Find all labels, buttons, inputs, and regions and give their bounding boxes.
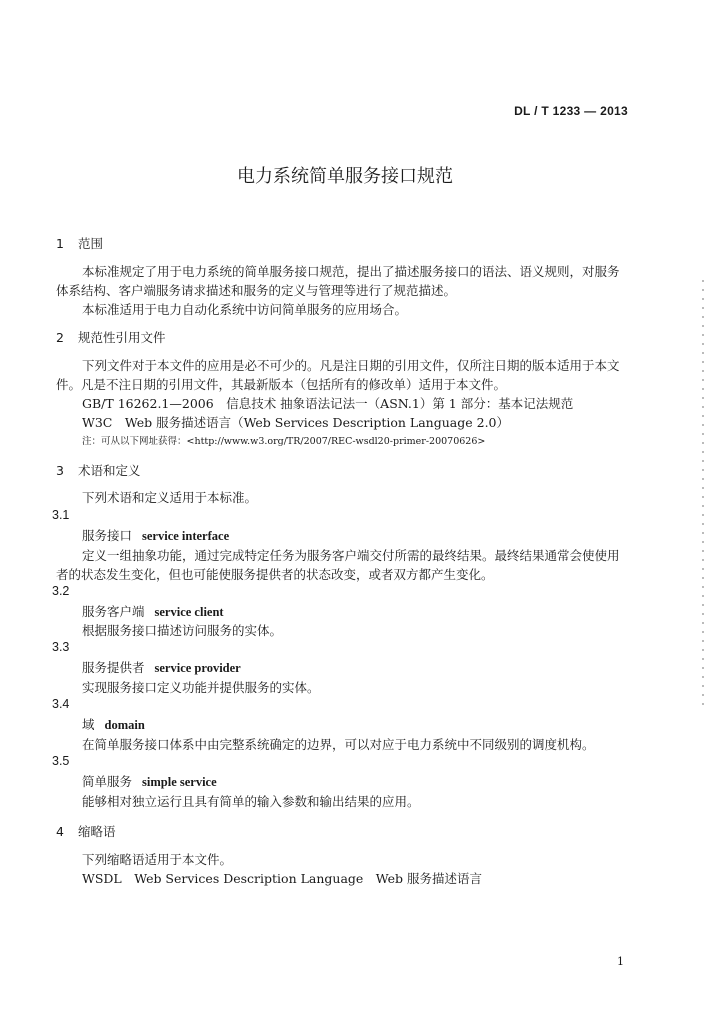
- reference-item: GB/T 16262.1—2006 信息技术 抽象语法记法一（ASN.1）第 1 部分：基本记法规范: [82, 396, 574, 411]
- section-heading-scope: [56, 234, 103, 252]
- paragraph-line: 下列缩略语适用于本文件。: [82, 852, 233, 867]
- section-heading-normative-references: [56, 328, 166, 346]
- term-number: 3.2: [52, 584, 70, 598]
- section-number: 3: [56, 463, 64, 478]
- reference-note: 注：可从以下网址获得：<http://www.w3.org/TR/2007/REC-wsdl20-primer-20070626>: [82, 436, 486, 447]
- term-en: simple service: [142, 775, 217, 789]
- section-heading-terms: [56, 461, 141, 479]
- term-zh: 域: [82, 717, 95, 732]
- term-entry: [82, 772, 217, 790]
- abbreviation-item: WSDL Web Services Description Language Web 服务描述语言: [82, 871, 483, 886]
- paragraph-line: 本标准规定了用于电力系统的简单服务接口规范，提出了描述服务接口的语法、语义规则，对服务: [82, 264, 620, 279]
- term-entry: [82, 602, 224, 620]
- term-number: 3.3: [52, 640, 70, 654]
- term-en: service interface: [142, 529, 230, 543]
- term-definition: 根据服务接口描述访问服务的实体。: [82, 623, 283, 638]
- section-heading-abbreviations: [56, 822, 116, 840]
- term-zh: 服务接口: [82, 528, 133, 543]
- paragraph-line: 体系结构、客户端服务请求描述和服务的定义与管理等进行了规范描述。: [56, 283, 457, 298]
- term-entry: [82, 658, 241, 676]
- term-zh: 简单服务: [82, 774, 133, 789]
- term-en: service provider: [154, 661, 241, 675]
- section-number: 4: [56, 824, 64, 839]
- term-number: 3.1: [52, 508, 70, 522]
- term-zh: 服务客户端: [82, 604, 145, 619]
- term-en: service client: [154, 605, 224, 619]
- page-number: 1: [617, 955, 624, 968]
- section-title: 规范性引用文件: [78, 330, 166, 345]
- section-intro: 下列术语和定义适用于本标准。: [82, 490, 258, 505]
- term-number: 3.4: [52, 697, 70, 711]
- paragraph-line: 本标准适用于电力自动化系统中访问简单服务的应用场合。: [82, 302, 408, 317]
- scan-edge-divider: [702, 280, 704, 710]
- section-title: 术语和定义: [78, 463, 141, 478]
- term-definition: 实现服务接口定义功能并提供服务的实体。: [82, 680, 320, 695]
- term-entry: [82, 526, 229, 544]
- term-definition: 者的状态发生变化，但也可能使服务提供者的状态改变，或者双方都产生变化。: [56, 567, 494, 582]
- reference-item: W3C Web 服务描述语言（Web Services Description Language 2.0）: [82, 415, 509, 430]
- section-title: 范围: [78, 236, 104, 251]
- term-definition: 在简单服务接口体系中由完整系统确定的边界，可以对应于电力系统中不同级别的调度机构。: [82, 737, 595, 752]
- paragraph-line: 件。凡是不注日期的引用文件，其最新版本（包括所有的修改单）适用于本文件。: [56, 377, 507, 392]
- section-number: 1: [56, 236, 64, 251]
- term-entry: [82, 715, 145, 733]
- term-number: 3.5: [52, 754, 70, 768]
- standard-code: DL / T 1233 — 2013: [514, 104, 628, 118]
- section-number: 2: [56, 330, 64, 345]
- section-title: 缩略语: [78, 824, 116, 839]
- page-title: 电力系统简单服务接口规范: [237, 166, 453, 187]
- term-definition: 定义一组抽象功能，通过完成特定任务为服务客户端交付所需的最终结果。最终结果通常会使使用: [82, 548, 620, 563]
- term-zh: 服务提供者: [82, 660, 145, 675]
- term-en: domain: [104, 718, 145, 732]
- paragraph-line: 下列文件对于本文件的应用是必不可少的。凡是注日期的引用文件，仅所注日期的版本适用于本文: [82, 358, 620, 373]
- term-definition: 能够相对独立运行且具有简单的输入参数和输出结果的应用。: [82, 794, 420, 809]
